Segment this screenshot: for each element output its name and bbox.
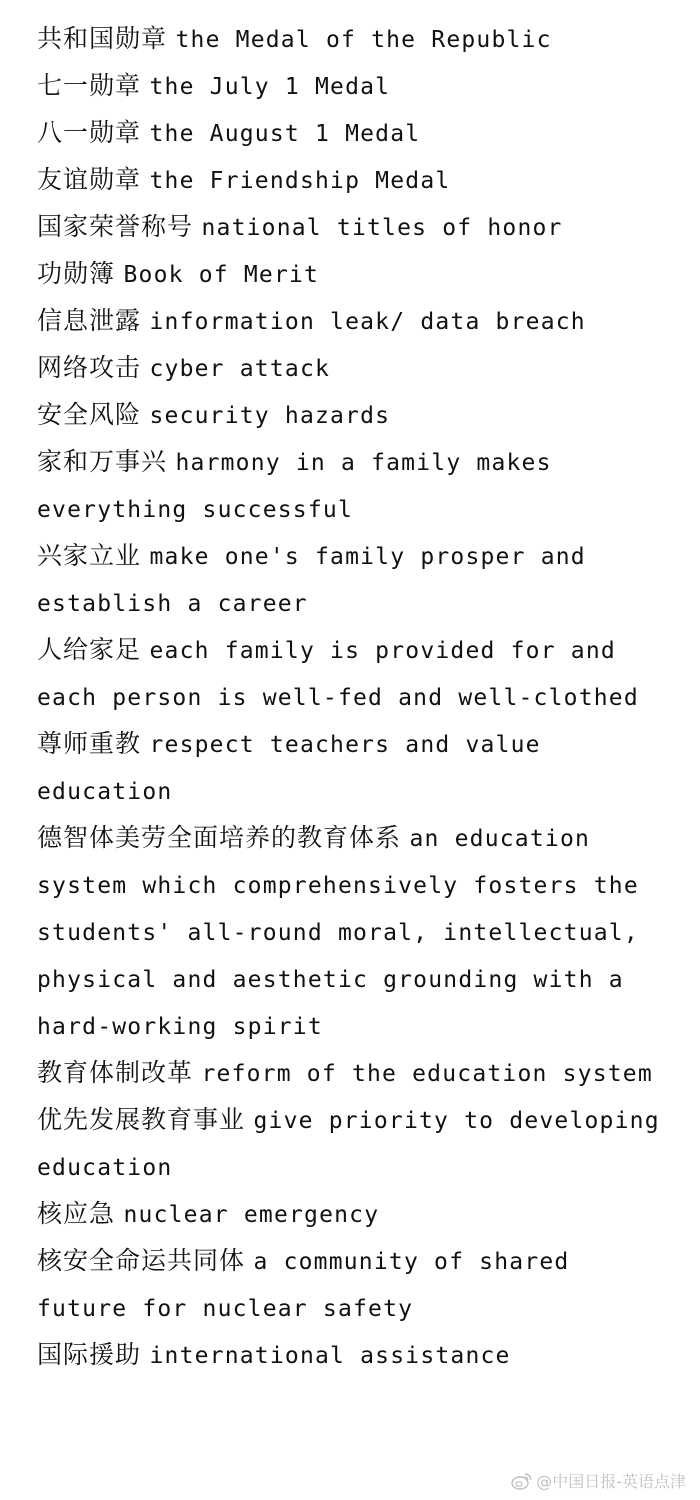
term-english: cyber attack <box>149 356 331 382</box>
term-chinese: 国际援助 <box>37 1340 142 1369</box>
glossary-entry <box>37 1097 667 1191</box>
glossary-entry <box>37 392 667 439</box>
term-chinese: 信息泄露 <box>37 306 142 335</box>
glossary-entry <box>37 439 667 533</box>
term-english: give priority to developing education <box>37 1108 660 1181</box>
term-english: the July 1 Medal <box>149 74 391 100</box>
term-chinese: 网络攻击 <box>37 353 142 382</box>
glossary-entry <box>37 16 667 63</box>
glossary-entry <box>37 1050 667 1097</box>
term-chinese: 安全风险 <box>37 400 142 429</box>
glossary-entry <box>37 157 667 204</box>
glossary-entry <box>37 204 667 251</box>
glossary-entry <box>37 1191 667 1238</box>
term-chinese: 核应急 <box>37 1199 116 1228</box>
term-english: security hazards <box>149 403 391 429</box>
glossary-entry <box>37 298 667 345</box>
term-english: make one's family prosper and establish a career <box>37 544 586 617</box>
glossary-entry <box>37 1332 667 1379</box>
term-english: national titles of honor <box>201 215 563 241</box>
term-chinese: 尊师重教 <box>37 729 142 758</box>
term-english: the August 1 Medal <box>149 121 421 147</box>
weibo-icon <box>511 1472 533 1490</box>
term-english: the Medal of the Republic <box>175 27 552 53</box>
term-chinese: 优先发展教育事业 <box>37 1105 246 1134</box>
watermark <box>511 1469 686 1492</box>
term-english: harmony in a family makes everything successful <box>37 450 552 523</box>
term-english: international assistance <box>149 1343 511 1369</box>
term-chinese: 教育体制改革 <box>37 1058 194 1087</box>
watermark-text: @中国日报-英语点津 <box>536 1472 686 1491</box>
term-english: the Friendship Medal <box>149 168 451 194</box>
term-chinese: 家和万事兴 <box>37 447 168 476</box>
glossary-entry <box>37 1238 667 1332</box>
term-chinese: 七一勋章 <box>37 71 142 100</box>
glossary-entry <box>37 345 667 392</box>
term-english: information leak/ data breach <box>149 309 586 335</box>
term-chinese: 兴家立业 <box>37 541 142 570</box>
term-chinese: 国家荣誉称号 <box>37 212 194 241</box>
term-chinese: 人给家足 <box>37 635 142 664</box>
glossary-entry <box>37 63 667 110</box>
term-english: each family is provided for and each person is well-fed and well-clothed <box>37 638 639 711</box>
glossary-entry <box>37 627 667 721</box>
term-chinese: 核安全命运共同体 <box>37 1246 246 1275</box>
term-english: nuclear emergency <box>123 1202 380 1228</box>
glossary-entry <box>37 110 667 157</box>
term-chinese: 八一勋章 <box>37 118 142 147</box>
glossary-entry <box>37 815 667 1050</box>
term-english: a community of shared future for nuclear safety <box>37 1249 570 1322</box>
term-chinese: 友谊勋章 <box>37 165 142 194</box>
term-english: respect teachers and value education <box>37 732 541 805</box>
term-chinese: 功勋簿 <box>37 259 116 288</box>
glossary-list <box>37 16 667 1379</box>
term-chinese: 共和国勋章 <box>37 24 168 53</box>
glossary-entry <box>37 251 667 298</box>
term-english: Book of Merit <box>123 262 320 288</box>
term-chinese: 德智体美劳全面培养的教育体系 <box>37 823 402 852</box>
glossary-entry <box>37 533 667 627</box>
term-english: an education system which comprehensively fosters the students' all-round moral, intellectual, physical and aesthetic grounding with a hard-working spirit <box>37 826 639 1040</box>
term-english: reform of the education system <box>201 1061 653 1087</box>
glossary-entry <box>37 721 667 815</box>
